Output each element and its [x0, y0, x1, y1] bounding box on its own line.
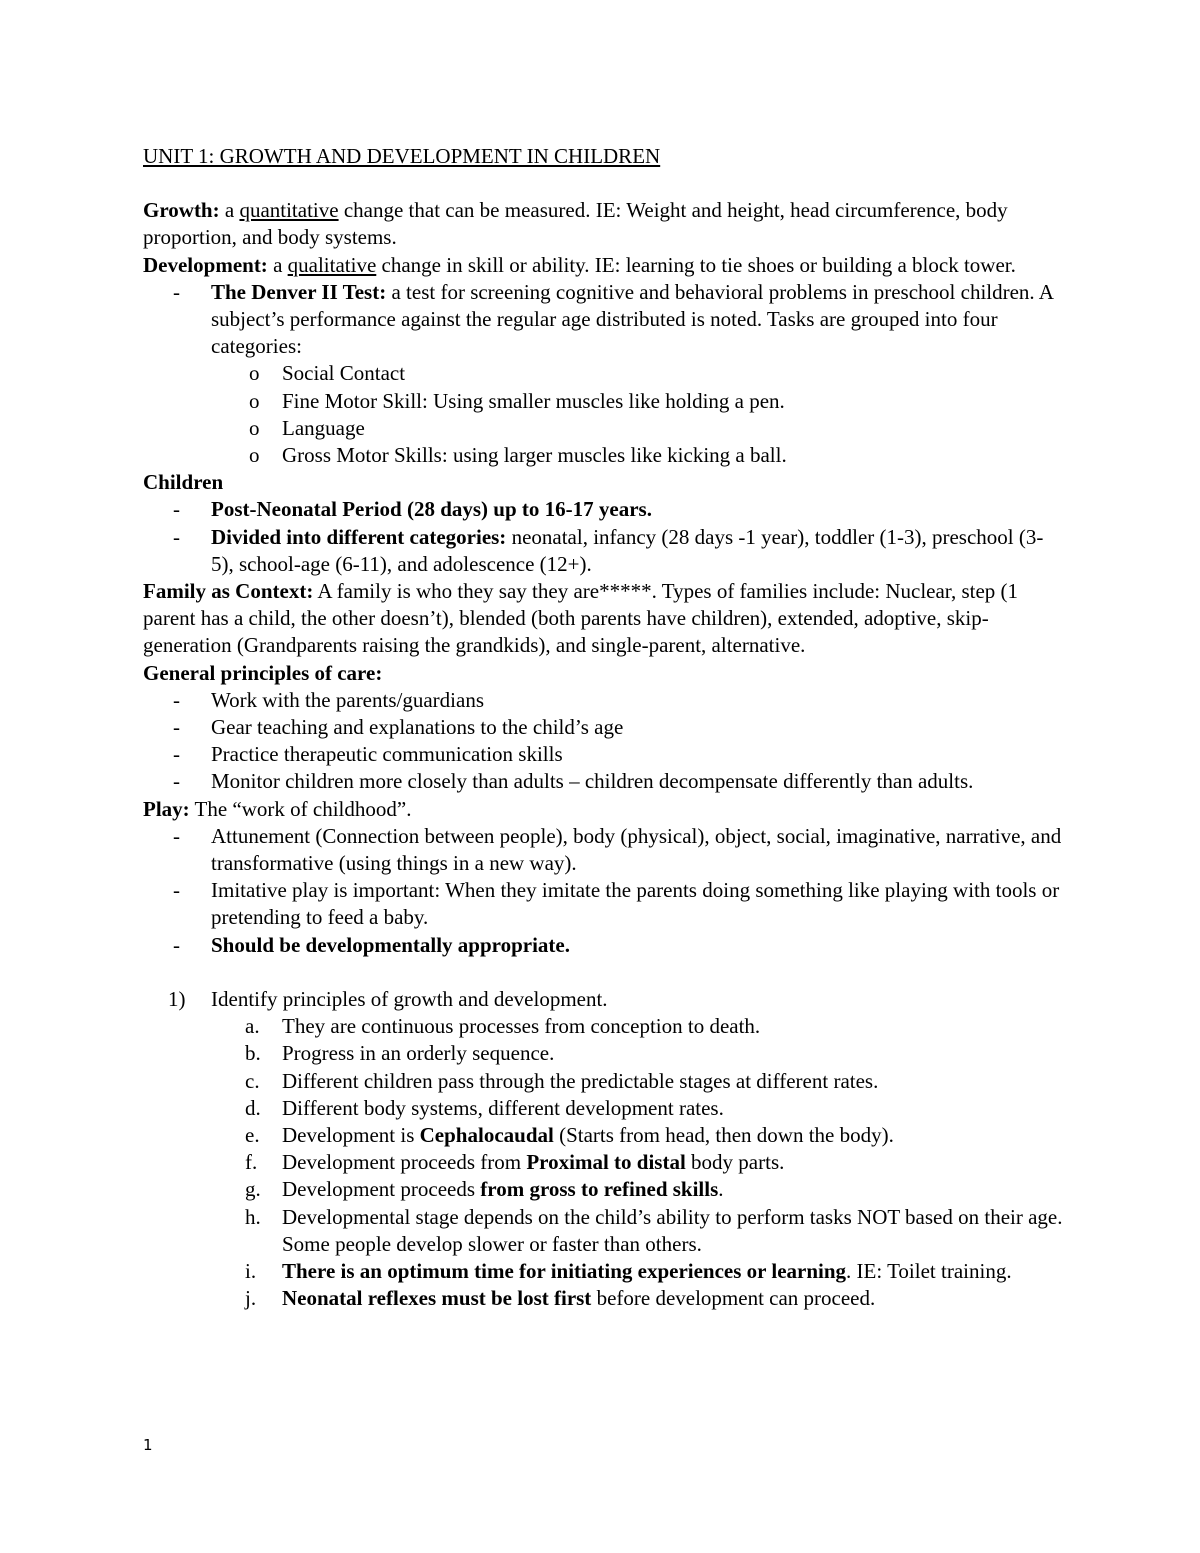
children-item-bold: Post-Neonatal Period (28 days) up to 16-17 years.	[211, 497, 652, 522]
dash-marker: -	[173, 715, 180, 740]
category-text: Fine Motor Skill: Using smaller muscles like holding a pen.	[282, 388, 785, 413]
principle-text: Progress in an orderly sequence.	[282, 1041, 555, 1066]
principle-post: .	[718, 1177, 724, 1202]
objective-text: Identify principles of growth and development.	[211, 986, 608, 1011]
play-item	[143, 932, 1063, 959]
principle-post: before development can proceed.	[591, 1286, 876, 1311]
development-keyword: qualitative	[287, 252, 377, 277]
care-item	[143, 768, 1063, 795]
denver-category	[143, 415, 1063, 442]
objective-item	[143, 986, 1063, 1013]
dash-marker: -	[173, 878, 180, 903]
play-definition	[143, 796, 1063, 823]
family-definition	[143, 578, 1063, 660]
principle-bold: from gross to refined skills	[480, 1177, 719, 1202]
dash-marker: -	[173, 742, 180, 767]
principle-item	[143, 1285, 1063, 1312]
growth-definition	[143, 197, 1063, 251]
principle-text: Development is	[282, 1122, 420, 1147]
principle-item	[143, 1122, 1063, 1149]
principle-text: Different children pass through the predictable stages at different rates.	[282, 1068, 879, 1093]
dash-marker: -	[173, 497, 180, 522]
play-item	[143, 877, 1063, 931]
dash-marker: -	[173, 823, 180, 848]
growth-term: Growth:	[143, 198, 220, 223]
growth-pre: a	[219, 198, 240, 223]
letter-marker: h.	[245, 1204, 261, 1229]
play-text: The “work of childhood”.	[189, 796, 412, 821]
category-text: Gross Motor Skills: using larger muscles like kicking a ball.	[282, 443, 787, 468]
principle-post: (Starts from head, then down the body).	[553, 1122, 894, 1147]
o-marker: o	[249, 361, 260, 386]
care-item	[143, 741, 1063, 768]
letter-marker: g.	[245, 1177, 261, 1202]
principle-text: Different body systems, different development rates.	[282, 1095, 724, 1120]
principle-text: Development proceeds	[282, 1177, 481, 1202]
dash-marker: -	[173, 932, 180, 957]
principle-text: Development proceeds from	[282, 1150, 527, 1175]
principle-item	[143, 1149, 1063, 1176]
letter-marker: a.	[245, 1014, 260, 1039]
principle-item	[143, 1095, 1063, 1122]
page-title: UNIT 1: GROWTH AND DEVELOPMENT IN CHILDREN	[143, 144, 661, 168]
children-item-text: neonatal, infancy (28 days -1 year), toddler (1-3), preschool (3-5), school-age (6-11), and adolescence (12+).	[211, 524, 1044, 576]
development-text: change in skill or ability. IE: learning to tie shoes or building a block tower.	[376, 252, 1016, 277]
principle-item	[143, 1013, 1063, 1040]
principle-bold: There is an optimum time for initiating experiences or learning	[282, 1258, 847, 1283]
growth-text: change that can be measured. IE: Weight and height, head circumference, body proportion, and body systems.	[143, 198, 1008, 250]
page-number: 1	[143, 1436, 153, 1454]
principle-item	[143, 1204, 1063, 1258]
dash-marker: -	[173, 279, 180, 304]
letter-marker: e.	[245, 1122, 260, 1147]
play-item	[143, 823, 1063, 877]
children-item-bold: Divided into different categories:	[211, 524, 507, 549]
denver-category	[143, 388, 1063, 415]
care-item	[143, 687, 1063, 714]
principle-bold: Neonatal reflexes must be lost first	[282, 1286, 592, 1311]
care-heading	[143, 660, 1063, 687]
letter-marker: j.	[245, 1286, 257, 1311]
growth-keyword: quantitative	[239, 198, 339, 223]
principle-bold: Cephalocaudal	[419, 1122, 554, 1147]
children-item	[143, 496, 1063, 523]
play-term: Play:	[143, 796, 190, 821]
dash-marker: -	[173, 524, 180, 549]
care-item-text: Gear teaching and explanations to the child’s age	[211, 715, 624, 740]
principle-item	[143, 1258, 1063, 1285]
document-body	[143, 143, 1063, 1312]
principle-item	[143, 1176, 1063, 1203]
denver-category	[143, 360, 1063, 387]
play-item-text: Imitative play is important: When they imitate the parents doing something like playing with tools or pretending to feed a baby.	[211, 878, 1060, 930]
principle-item	[143, 1068, 1063, 1095]
principle-post: body parts.	[685, 1150, 785, 1175]
letter-marker: b.	[245, 1041, 261, 1066]
care-item-text: Practice therapeutic communication skills	[211, 742, 563, 767]
play-item-bold: Should be developmentally appropriate.	[211, 932, 570, 957]
number-marker: 1)	[168, 986, 186, 1011]
children-item	[143, 524, 1063, 578]
letter-marker: d.	[245, 1095, 261, 1120]
care-item-text: Monitor children more closely than adults – children decompensate differently than adults.	[211, 769, 974, 794]
children-heading-text: Children	[143, 470, 224, 495]
o-marker: o	[249, 388, 260, 413]
denver-term: The Denver II Test:	[211, 279, 387, 304]
principle-bold: Proximal to distal	[526, 1150, 686, 1175]
denver-text: a test for screening cognitive and behavioral problems in preschool children. A subject’s performance against the regular age distributed is noted. Tasks are grouped into four categories:	[211, 279, 1053, 359]
o-marker: o	[249, 415, 260, 440]
family-text: A family is who they say they are*****. Types of families include: Nuclear, step (1 parent has a child, the other doesn’t), blended (both parents have children), extended, adoptive, skip-generation (Grandparents raising the grandkids), and single-parent, alternative.	[143, 579, 1019, 658]
development-definition	[143, 252, 1063, 279]
letter-marker: f.	[245, 1150, 258, 1175]
principle-text: Developmental stage depends on the child’s ability to perform tasks NOT based on their age. Some people develop slower or faster than others.	[282, 1204, 1063, 1256]
category-text: Language	[282, 415, 365, 440]
care-heading-text: General principles of care:	[143, 660, 383, 685]
principle-text: They are continuous processes from conception to death.	[282, 1014, 761, 1039]
denver-category	[143, 442, 1063, 469]
letter-marker: i.	[245, 1258, 257, 1283]
principle-post: . IE: Toilet training.	[846, 1258, 1012, 1283]
care-item	[143, 714, 1063, 741]
o-marker: o	[249, 443, 260, 468]
dash-marker: -	[173, 769, 180, 794]
family-term: Family as Context:	[143, 579, 314, 604]
dash-marker: -	[173, 687, 180, 712]
category-text: Social Contact	[282, 361, 406, 386]
letter-marker: c.	[245, 1068, 260, 1093]
denver-test-item	[143, 279, 1063, 361]
play-item-text: Attunement (Connection between people), body (physical), object, social, imaginative, narrative, and transformative (using things in a new way).	[211, 823, 1062, 876]
development-pre: a	[267, 252, 288, 277]
principle-item	[143, 1040, 1063, 1067]
care-item-text: Work with the parents/guardians	[211, 687, 484, 712]
development-term: Development:	[143, 252, 268, 277]
children-heading	[143, 469, 1063, 496]
